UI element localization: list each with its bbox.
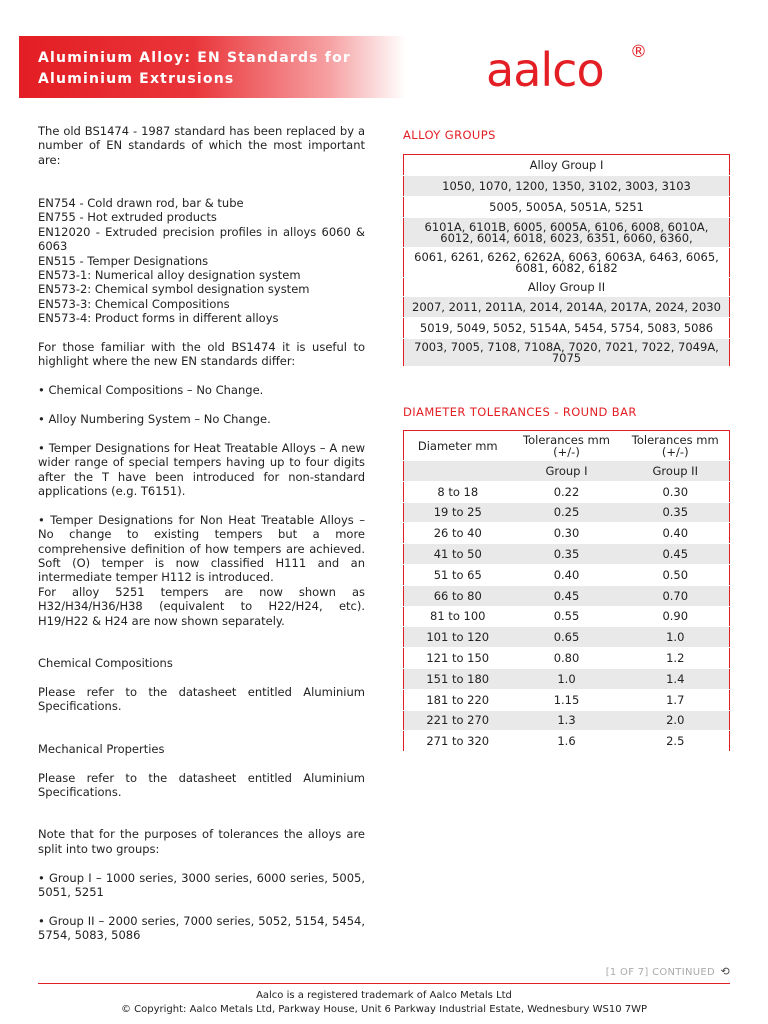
footer-divider bbox=[38, 983, 730, 984]
table-cell: 5019, 5049, 5052, 5154A, 5454, 5754, 5083, 5086 bbox=[404, 318, 730, 339]
header-diameter: Diameter mm bbox=[404, 431, 512, 461]
table-cell: 5005, 5005A, 5051A, 5251 bbox=[404, 197, 730, 218]
table-row bbox=[404, 502, 730, 523]
page-continued-indicator bbox=[600, 965, 730, 978]
table-cell bbox=[404, 461, 512, 482]
table-cell: 0.90 bbox=[622, 606, 730, 627]
diameter-tolerances-title: DIAMETER TOLERANCES - ROUND BAR bbox=[403, 405, 637, 419]
table-cell: 1.2 bbox=[622, 648, 730, 669]
footer-copyright: © Copyright: Aalco Metals Ltd, Parkway House, Unit 6 Parkway Industrial Estate, Wednesbury WS10 7WP bbox=[120, 1004, 648, 1015]
table-header-row bbox=[404, 431, 730, 461]
table-subheader-row bbox=[404, 461, 730, 482]
mechanical-reference: Please refer to the datasheet entitled Aluminium Specifications. bbox=[38, 770, 365, 799]
groups-note: Note that for the purposes of tolerances the alloys are split into two groups: bbox=[38, 827, 365, 856]
continue-arrow-icon: ⟲ bbox=[720, 965, 730, 978]
table-cell: 6101A, 6101B, 6005, 6005A, 6106, 6008, 6010A, 6012, 6014, 6018, 6023, 6351, 6060, 6360, bbox=[404, 218, 730, 248]
table-row bbox=[404, 248, 730, 278]
intro-paragraph: The old BS1474 - 1987 standard has been replaced by a number of EN standards of which the most important are: bbox=[38, 124, 365, 167]
table-cell: 66 to 80 bbox=[404, 585, 512, 606]
footer-trademark: Aalco is a registered trademark of Aalco Metals Ltd bbox=[256, 990, 512, 1001]
header-group-1: Group I bbox=[512, 461, 622, 482]
table-cell: 0.30 bbox=[622, 481, 730, 502]
standard-item: EN515 - Temper Designations bbox=[38, 253, 209, 268]
bullet-heat-treatable: • Temper Designations for Heat Treatable Alloys – A new wider range of special tempers having up to four digits after the T have been introduced for non-standard applications (e.g. T6151). bbox=[38, 440, 365, 499]
alloy-groups-title: ALLOY GROUPS bbox=[403, 128, 496, 142]
table-cell: 0.80 bbox=[512, 648, 622, 669]
table-cell: 1.3 bbox=[512, 710, 622, 731]
table-cell: 101 to 120 bbox=[404, 627, 512, 648]
bullet-chemical: • Chemical Compositions – No Change. bbox=[38, 383, 264, 398]
standard-item: EN573-3: Chemical Compositions bbox=[38, 296, 230, 311]
table-row bbox=[404, 481, 730, 502]
differences-intro: For those familiar with the old BS1474 it is useful to highlight where the new EN standards differ: bbox=[38, 340, 365, 369]
table-row bbox=[404, 689, 730, 710]
table-cell: 2007, 2011, 2011A, 2014, 2014A, 2017A, 2024, 2030 bbox=[404, 297, 730, 318]
header-group-2: Group II bbox=[622, 461, 730, 482]
table-row bbox=[404, 731, 730, 752]
table-cell: 1.4 bbox=[622, 668, 730, 689]
heading-chemical: Chemical Compositions bbox=[38, 656, 173, 671]
bullet-non-heat-treatable: • Temper Designations for Non Heat Treatable Alloys – No change to existing tempers but a more comprehensive definition of how tempers are achieved. Soft (O) temper is now classified H111 and an intermediate temper H112 is introduced. bbox=[38, 512, 365, 585]
bullet-numbering: • Alloy Numbering System – No Change. bbox=[38, 412, 271, 427]
table-cell: 0.40 bbox=[512, 564, 622, 585]
table-cell: 1.7 bbox=[622, 689, 730, 710]
chemical-reference: Please refer to the datasheet entitled Aluminium Specifications. bbox=[38, 684, 365, 714]
diameter-tolerances-table bbox=[403, 430, 730, 752]
alloy-group-2-header: Alloy Group II bbox=[404, 278, 730, 297]
table-row bbox=[404, 176, 730, 197]
table-row bbox=[404, 668, 730, 689]
group-one-bullet: • Group I – 1000 series, 3000 series, 6000 series, 5005, 5051, 5251 bbox=[38, 870, 365, 899]
registered-mark: ® bbox=[630, 42, 647, 62]
table-cell: 6061, 6261, 6262, 6262A, 6063, 6063A, 6463, 6065, 6081, 6082, 6182 bbox=[404, 248, 730, 278]
alloy-group-1-header: Alloy Group I bbox=[404, 155, 730, 176]
table-cell: 2.5 bbox=[622, 731, 730, 752]
table-cell: 0.35 bbox=[622, 502, 730, 523]
title-line-1: Aluminium Alloy: EN Standards for bbox=[38, 50, 351, 66]
table-cell: 26 to 40 bbox=[404, 523, 512, 544]
table-row bbox=[404, 648, 730, 669]
standard-item: EN573-4: Product forms in different alloys bbox=[38, 311, 279, 326]
table-cell: 2.0 bbox=[622, 710, 730, 731]
table-cell: 0.40 bbox=[622, 523, 730, 544]
table-row bbox=[404, 710, 730, 731]
standard-item: EN755 - Hot extruded products bbox=[38, 210, 217, 225]
table-row bbox=[404, 155, 730, 176]
table-cell: 181 to 220 bbox=[404, 689, 512, 710]
table-cell: 1.0 bbox=[512, 668, 622, 689]
table-cell: 221 to 270 bbox=[404, 710, 512, 731]
table-cell: 0.30 bbox=[512, 523, 622, 544]
table-cell: 0.55 bbox=[512, 606, 622, 627]
table-cell: 0.45 bbox=[622, 544, 730, 565]
table-cell: 1050, 1070, 1200, 1350, 3102, 3003, 3103 bbox=[404, 176, 730, 197]
table-row bbox=[404, 627, 730, 648]
table-row bbox=[404, 606, 730, 627]
group-two-bullet: • Group II – 2000 series, 7000 series, 5052, 5154, 5454, 5754, 5083, 5086 bbox=[38, 913, 365, 943]
table-cell: 51 to 65 bbox=[404, 564, 512, 585]
table-row bbox=[404, 585, 730, 606]
table-cell: 121 to 150 bbox=[404, 648, 512, 669]
table-row bbox=[404, 318, 730, 339]
table-row bbox=[404, 564, 730, 585]
table-cell: 19 to 25 bbox=[404, 502, 512, 523]
table-cell: 0.35 bbox=[512, 544, 622, 565]
heading-mechanical: Mechanical Properties bbox=[38, 741, 165, 756]
header-tolerance-2: Tolerances mm (+/-) bbox=[622, 431, 730, 461]
table-cell: 151 to 180 bbox=[404, 668, 512, 689]
continued-text: [1 OF 7] CONTINUED bbox=[605, 967, 715, 978]
table-cell: 0.45 bbox=[512, 585, 622, 606]
table-cell: 7003, 7005, 7108, 7108A, 7020, 7021, 7022, 7049A, 7075 bbox=[404, 339, 730, 367]
table-row bbox=[404, 197, 730, 218]
table-cell: 1.0 bbox=[622, 627, 730, 648]
table-cell: 0.25 bbox=[512, 502, 622, 523]
standard-item: EN573-2: Chemical symbol designation system bbox=[38, 282, 310, 297]
table-row bbox=[404, 523, 730, 544]
table-cell: 8 to 18 bbox=[404, 481, 512, 502]
table-cell: 271 to 320 bbox=[404, 731, 512, 752]
table-row bbox=[404, 544, 730, 565]
header-tolerance-1: Tolerances mm (+/-) bbox=[512, 431, 622, 461]
table-cell: 0.50 bbox=[622, 564, 730, 585]
alloy-groups-table bbox=[403, 154, 730, 367]
standard-item: EN754 - Cold drawn rod, bar & tube bbox=[38, 196, 244, 210]
table-cell: 41 to 50 bbox=[404, 544, 512, 565]
table-cell: 81 to 100 bbox=[404, 606, 512, 627]
standards-list bbox=[38, 196, 365, 326]
left-column bbox=[38, 124, 365, 943]
aalco-logo bbox=[486, 38, 656, 98]
table-row bbox=[404, 278, 730, 297]
standard-item: EN12020 - Extruded precision profiles in alloys 6060 & 6063 bbox=[38, 224, 365, 254]
logo-wordmark: aalco bbox=[486, 43, 604, 97]
table-cell: 1.15 bbox=[512, 689, 622, 710]
title-line-2: Aluminium Extrusions bbox=[38, 71, 235, 87]
standard-item: EN573-1: Numerical alloy designation system bbox=[38, 268, 301, 283]
table-cell: 1.6 bbox=[512, 731, 622, 752]
table-row bbox=[404, 297, 730, 318]
diameter-rows bbox=[404, 481, 730, 751]
table-row bbox=[404, 218, 730, 248]
page-title bbox=[38, 48, 378, 90]
header-left-strip bbox=[0, 36, 19, 98]
table-cell: 0.70 bbox=[622, 585, 730, 606]
table-row bbox=[404, 339, 730, 367]
table-cell: 0.22 bbox=[512, 481, 622, 502]
bullet-5251-tempers: For alloy 5251 tempers are now shown as H32/H34/H36/H38 (equivalent to H22/H24, etc). H19/H22 & H24 are now shown separately. bbox=[38, 584, 365, 628]
table-cell: 0.65 bbox=[512, 627, 622, 648]
